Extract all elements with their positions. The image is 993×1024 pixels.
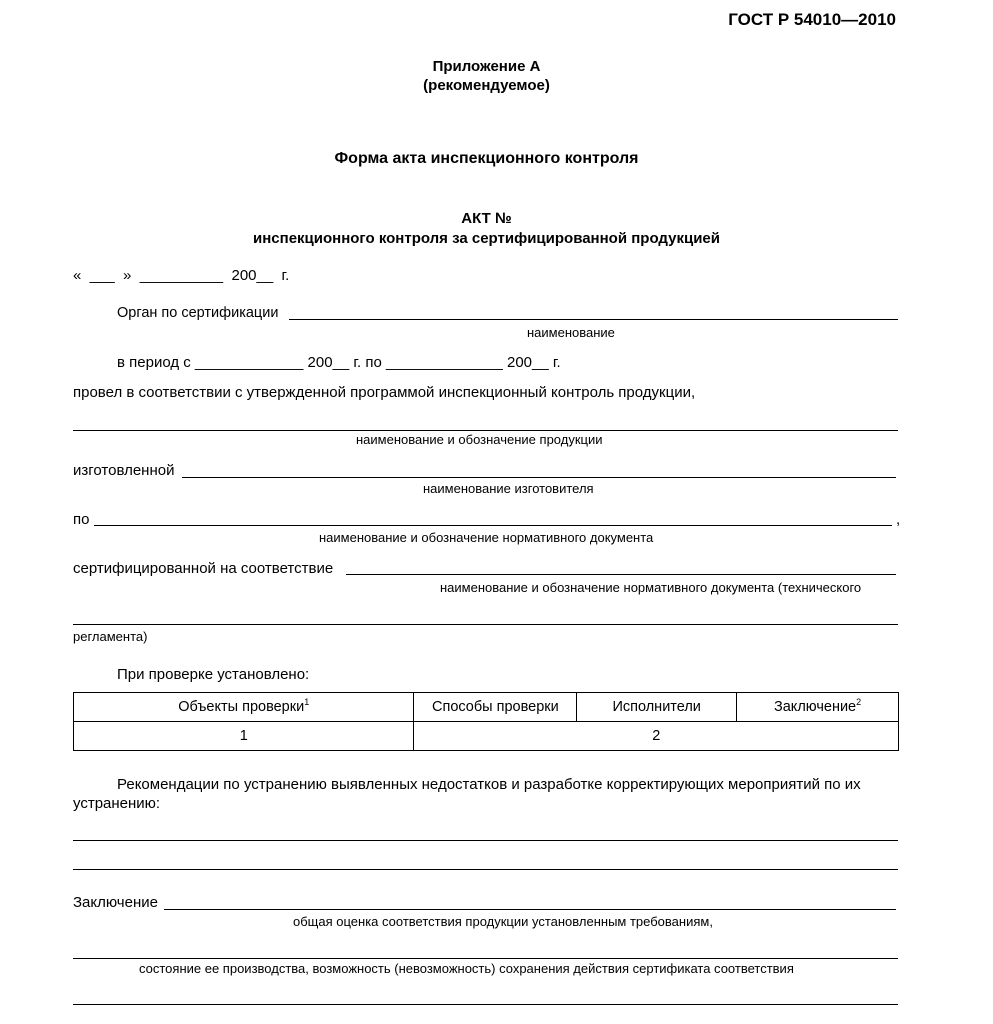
col-header-conclusion: Заключение$^2$ <box>737 693 899 722</box>
standard-number: ГОСТ Р 54010—2010 <box>728 10 896 29</box>
footnote-mark-2: 2 <box>856 697 862 707</box>
by-caption: наименование и обозначение нормативного документа <box>319 530 654 545</box>
by-line <box>94 525 892 526</box>
col-header-objects: Объекты проверки$^1$ <box>74 693 414 722</box>
conclusion-label: Заключение <box>73 894 158 911</box>
by-comma: , <box>896 511 901 528</box>
certified-caption: наименование и обозначение нормативного документа (технического <box>440 580 862 595</box>
act-subtitle: инспекционного контроля за сертифицированной продукцией <box>253 230 720 247</box>
certified-line-2 <box>73 624 898 625</box>
recommendations-blank-line-1 <box>73 840 898 841</box>
table-cell-2: 2 <box>414 722 899 751</box>
found-label: При проверке установлено: <box>117 666 310 683</box>
product-line <box>73 430 898 431</box>
conclusion-line-3 <box>73 1004 898 1005</box>
act-title: АКТ № <box>461 210 512 227</box>
recommendations-line-2: устранению: <box>73 795 161 812</box>
product-caption: наименование и обозначение продукции <box>356 432 603 447</box>
conclusion-caption-1: общая оценка соответствия продукции установленным требованиям, <box>293 914 713 929</box>
conclusion-line <box>164 909 896 910</box>
certified-caption-cont: регламента) <box>73 629 148 644</box>
inspection-table <box>73 692 899 751</box>
form-title: Форма акта инспекционного контроля <box>334 150 639 167</box>
org-caption: наименование <box>527 325 615 340</box>
by-label: по <box>73 511 90 528</box>
manufacturer-label: изготовленной <box>73 462 175 479</box>
col-header-methods: Способы проверки <box>414 693 577 722</box>
conclusion-line-2 <box>73 958 898 959</box>
manufacturer-caption: наименование изготовителя <box>423 481 594 496</box>
manufacturer-line <box>182 477 896 478</box>
table-header-row <box>74 693 899 722</box>
appendix-subtitle: (рекомендуемое) <box>423 77 550 94</box>
org-line <box>289 319 898 320</box>
certified-line <box>346 574 896 575</box>
table-row <box>74 722 899 751</box>
period-line: в период с _____________ 200__ г. по ______________ 200__ г. <box>117 354 561 371</box>
act-date-line: « ___ » __________ 200__ г. <box>73 267 290 284</box>
recommendations-blank-line-2 <box>73 869 898 870</box>
conducted-text: провел в соответствии с утвержденной программой инспекционный контроль продукции, <box>73 384 696 401</box>
certified-label: сертифицированной на соответствие <box>73 560 334 577</box>
col-header-performers: Исполнители <box>577 693 737 722</box>
org-label: Орган по сертификации <box>117 305 279 321</box>
footnote-mark-1: 1 <box>304 697 310 707</box>
conclusion-caption-2: состояние ее производства, возможность (невозможность) сохранения действия сертификата соответствия <box>139 961 794 976</box>
table-cell-1: 1 <box>74 722 414 751</box>
recommendations-line-1: Рекомендации по устранению выявленных недостатков и разработке корректирующих мероприятий по их <box>117 776 861 793</box>
appendix-title: Приложение А <box>432 58 541 75</box>
